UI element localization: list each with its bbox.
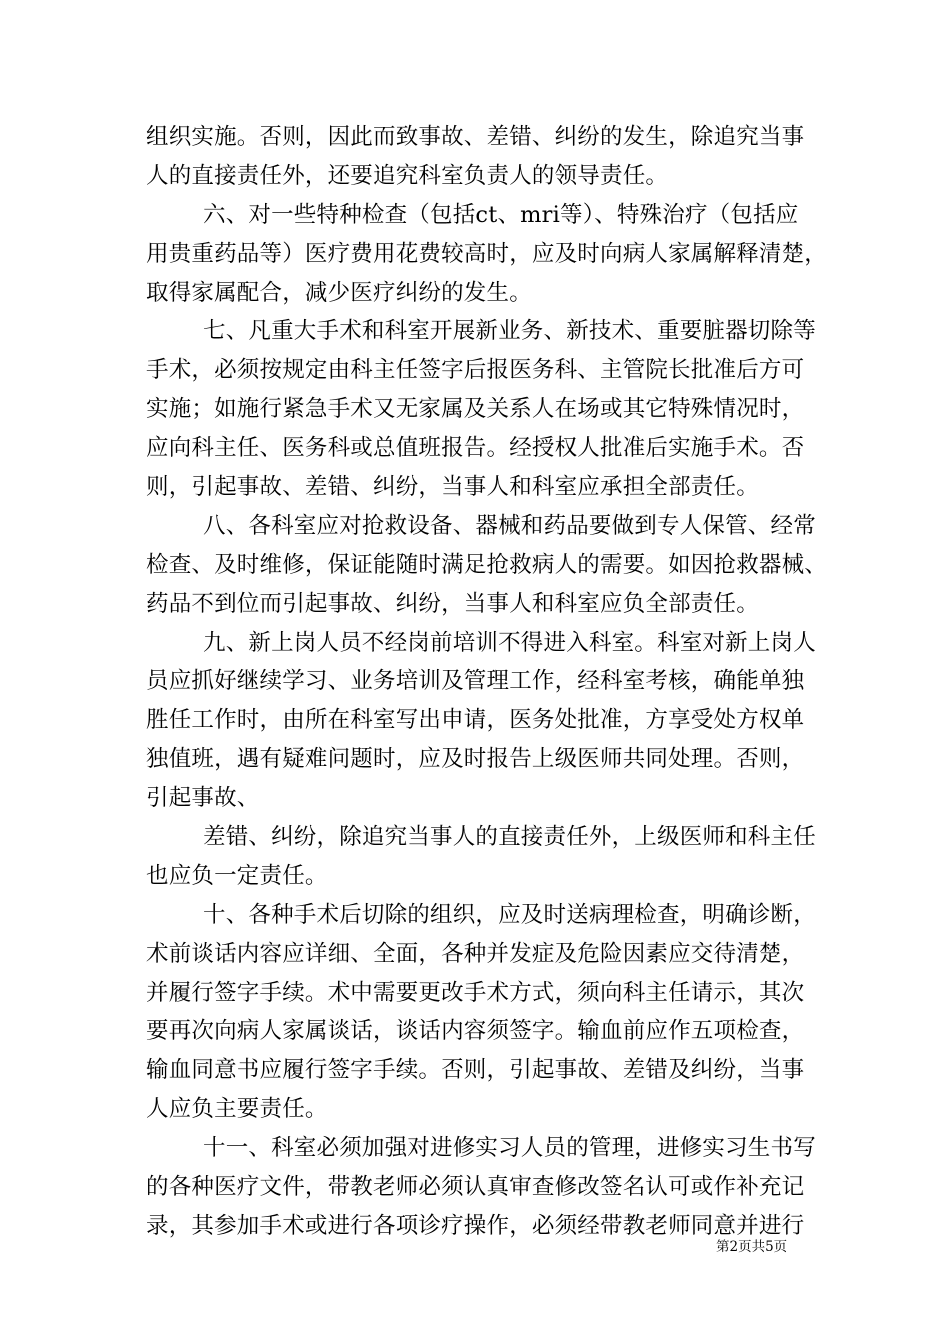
text-line: 八、各科室应对抢救设备、器械和药品要做到专人保管、经常 bbox=[203, 512, 816, 539]
text-line: 六、对一些特种检查（包括ct、mri等）、特殊治疗（包括应 bbox=[203, 201, 799, 228]
text-line: 十一、科室必须加强对进修实习人员的管理，进修实习生书写 bbox=[203, 1135, 816, 1162]
text-line: 人的直接责任外，还要追究科室负责人的领导责任。 bbox=[146, 162, 669, 189]
text-line: 十、各种手术后切除的组织，应及时送病理检查，明确诊断， bbox=[203, 901, 816, 928]
text-line: 七、凡重大手术和科室开展新业务、新技术、重要脏器切除等 bbox=[203, 318, 816, 345]
text-line: 独值班，遇有疑难问题时，应及时报告上级医师共同处理。否则， bbox=[146, 746, 805, 773]
text-line: 用贵重药品等）医疗费用花费较高时，应及时向病人家属解释清楚， bbox=[146, 240, 828, 267]
text-line: 检查、及时维修，保证能随时满足抢救病人的需要。如因抢救器械、 bbox=[146, 551, 828, 578]
text-line: 手术，必须按规定由科主任签字后报医务科、主管院长批准后方可 bbox=[146, 357, 805, 384]
text-line: 并履行签字手续。术中需要更改手术方式，须向科主任请示，其次 bbox=[146, 979, 805, 1006]
text-line: 实施；如施行紧急手术又无家属及关系人在场或其它特殊情况时， bbox=[146, 396, 805, 423]
text-line: 录，其参加手术或进行各项诊疗操作，必须经带教老师同意并进行 bbox=[146, 1212, 805, 1239]
text-line: 引起事故、 bbox=[146, 785, 260, 812]
text-line: 组织实施。否则，因此而致事故、差错、纠纷的发生，除追究当事 bbox=[146, 124, 805, 150]
text-line: 要再次向病人家属谈话，谈话内容须签字。输血前应作五项检查， bbox=[146, 1018, 805, 1045]
text-line: 人应负主要责任。 bbox=[146, 1096, 328, 1123]
text-line: 九、新上岗人员不经岗前培训不得进入科室。科室对新上岗人 bbox=[203, 629, 816, 656]
document-body bbox=[146, 118, 828, 1246]
text-line: 也应负一定责任。 bbox=[146, 862, 328, 889]
text-line: 差错、纠纷，除追究当事人的直接责任外，上级医师和科主任 bbox=[203, 824, 816, 851]
text-line: 术前谈话内容应详细、全面，各种并发症及危险因素应交待清楚， bbox=[146, 940, 805, 967]
page-number-footer: 第2页共5页 bbox=[716, 1239, 788, 1255]
text-line: 药品不到位而引起事故、纠纷，当事人和科室应负全部责任。 bbox=[146, 590, 759, 617]
text-line: 则，引起事故、差错、纠纷，当事人和科室应承担全部责任。 bbox=[146, 474, 759, 501]
text-line: 输血同意书应履行签字手续。否则，引起事故、差错及纠纷，当事 bbox=[146, 1057, 805, 1084]
text-line: 应向科主任、医务科或总值班报告。经授权人批准后实施手术。否 bbox=[146, 435, 805, 462]
text-line: 的各种医疗文件，带教老师必须认真审查修改签名认可或作补充记 bbox=[146, 1174, 805, 1201]
text-line: 取得家属配合，减少医疗纠纷的发生。 bbox=[146, 279, 532, 306]
text-line: 员应抓好继续学习、业务培训及管理工作，经科室考核，确能单独 bbox=[146, 668, 805, 695]
text-line: 胜任工作时，由所在科室写出申请，医务处批准，方享受处方权单 bbox=[146, 707, 805, 734]
